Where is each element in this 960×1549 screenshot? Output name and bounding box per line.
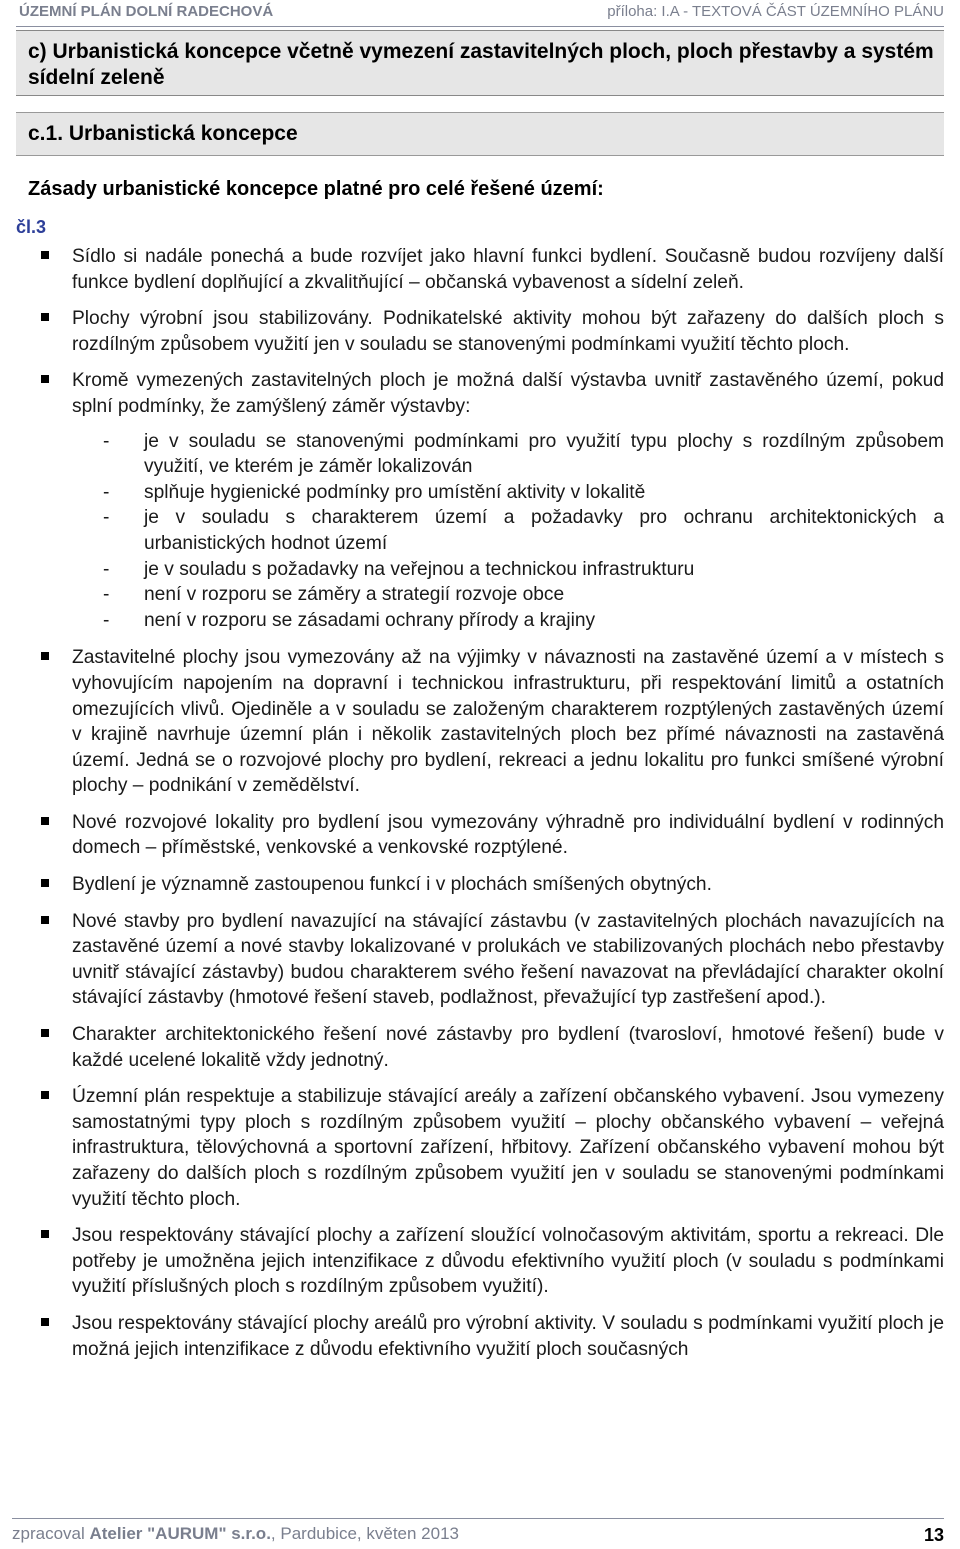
square-bullet-icon	[41, 1091, 49, 1099]
bullet-item	[40, 872, 944, 898]
square-bullet-icon	[41, 916, 49, 924]
bullet-text: Plochy výrobní jsou stabilizovány. Podnikatelské aktivity mohou být zařazeny do dalších ploch s rozdílným způsobem využití jen v souladu se stanovenými podmínkami využití těchto ploch.	[72, 308, 944, 355]
condition-text: je v souladu s požadavky na veřejnou a technickou infrastrukturu	[144, 558, 695, 580]
bullet-item	[40, 1223, 944, 1300]
bullet-item	[40, 1311, 944, 1362]
dash-marker: -	[103, 481, 110, 503]
subsection-heading-band	[16, 112, 944, 156]
bullet-text: Charakter architektonického řešení nové zástavby pro bydlení (tvarosloví, hmotové řešení) bude v každé ucelené lokalitě vždy jednotný.	[72, 1024, 944, 1071]
bullet-text: Sídlo si nadále ponechá a bude rozvíjet jako hlavní funkci bydlení. Současně budou rozvíjeny další funkce bydlení doplňující a zkvalitňující – občanská vybavenost a sídelní zeleň.	[72, 246, 944, 293]
condition-item	[72, 557, 944, 583]
bullet-item	[40, 909, 944, 1011]
bullet-item	[40, 368, 944, 633]
bullet-item	[40, 1022, 944, 1073]
bullet-text: Zastavitelné plochy jsou vymezovány až na výjimky v návaznosti na zastavěné území a v místech s vyhovujícím napojením na dopravní i technickou infrastrukturu, při respektování limitů a ostatních omezujících vlivů. Ojediněle a v souladu se založeným charakterem rozptýlených zastavěných území v krajině navrhuje územní plán i několik zastavitelných ploch bez přímé návaznosti na zastavěná území. Jedná se o rozvojové plochy pro bydlení, rekreaci a jednu lokalitu pro funkci smíšené výrobní plochy – podnikání v zemědělství.	[72, 647, 944, 797]
square-bullet-icon	[41, 375, 49, 383]
dash-marker: -	[103, 558, 110, 580]
square-bullet-icon	[41, 879, 49, 887]
page-header	[16, 0, 944, 27]
header-document-title: ÚZEMNÍ PLÁN DOLNÍ RADECHOVÁ	[19, 3, 274, 20]
square-bullet-icon	[41, 1230, 49, 1238]
article-label: čl.3	[16, 217, 47, 237]
bullet-item	[40, 244, 944, 295]
condition-text: není v rozporu se záměry a strategií rozvoje obce	[144, 584, 565, 606]
square-bullet-icon	[41, 817, 49, 825]
bullet-text: Nové stavby pro bydlení navazující na stávající zástavbu (v zastavitelných plochách navazujících na zastavěné území a nové stavby lokalizované v prolukách ve stabilizovaných plochách nebo přestavby uvnitř stávající zástavby) budou charakterem svého řešení navazovat na převládající charakter okolní stávající zástavby (hmotové řešení staveb, podlažnost, převažující typ zastřešení apod.).	[72, 910, 944, 1009]
condition-text: je v souladu s charakterem území a požadavky pro ochranu architektonických a urbanistických hodnot území	[144, 507, 944, 554]
dash-marker: -	[103, 584, 110, 606]
article-body	[40, 244, 944, 1373]
bullet-text: Nové rozvojové lokality pro bydlení jsou vymezovány výhradně pro individuální bydlení v rodinných domech – příměstské, venkovské a venkovské rozptýlené.	[72, 811, 944, 859]
subsection-title: c.1. Urbanistická koncepce	[28, 122, 298, 145]
bullet-text: Kromě vymezených zastavitelných ploch je možná další výstavba uvnitř zastavěného území, pokud splní podmínky, že zamýšlený záměr výstavby:	[72, 370, 944, 417]
square-bullet-icon	[41, 1029, 49, 1037]
header-attachment-label: příloha: I.A - TEXTOVÁ ČÁST ÚZEMNÍHO PLÁNU	[607, 3, 944, 20]
square-bullet-icon	[41, 1318, 49, 1326]
dash-marker: -	[103, 507, 110, 529]
page-number: 13	[923, 1525, 944, 1545]
bullet-item	[40, 810, 944, 861]
bullet-text: Bydlení je významně zastoupenou funkcí i v plochách smíšených obytných.	[72, 874, 712, 896]
footer-prefix: zpracoval	[12, 1524, 90, 1543]
footer-company: Atelier "AURUM" s.r.o.	[89, 1524, 271, 1543]
bullet-text: Územní plán respektuje a stabilizuje stávající areály a zařízení občanského vybavení. Jsou vymezeny samostatnými typy ploch s rozdílným způsobem využití – plochy občanského vybavení – veřejná infrastruktura, tělovýchovná a sportovní zařízení, hřbitovy. Zařízení občanského vybavení mohou být zařazeny do dalších ploch s rozdílným způsobem využití jen v souladu se stanovenými podmínkami využití těchto ploch.	[72, 1086, 944, 1210]
condition-item	[72, 429, 944, 480]
principles-heading: Zásady urbanistické koncepce platné pro celé řešené území:	[28, 178, 604, 200]
condition-item	[72, 505, 944, 556]
bullet-text: Jsou respektovány stávající plochy a zařízení sloužící volnočasovým aktivitám, sportu a rekreaci. Dle potřeby je umožněna jejich intenzifikace z důvodu efektivního využití ploch (v souladu s podmínkami využití příslušných ploch s rozdílným způsobem využití).	[72, 1225, 944, 1298]
bullet-item	[40, 1084, 944, 1212]
square-bullet-icon	[41, 251, 49, 259]
condition-item	[72, 582, 944, 608]
condition-item	[72, 608, 944, 634]
condition-text: splňuje hygienické podmínky pro umístění aktivity v lokalitě	[144, 481, 646, 503]
condition-text: není v rozporu se zásadami ochrany přírody a krajiny	[144, 609, 596, 631]
section-title: c) Urbanistická koncepce včetně vymezení zastavitelných ploch, ploch přestavby a systém sídelní zeleně	[28, 40, 934, 89]
dash-marker: -	[103, 609, 110, 631]
bullet-item	[40, 306, 944, 357]
section-heading-band	[16, 30, 944, 96]
dash-marker: -	[103, 430, 110, 452]
condition-text: je v souladu se stanovenými podmínkami pro využití typu plochy s rozdílným způsobem využití, ve kterém je záměr lokalizován	[144, 430, 944, 478]
square-bullet-icon	[41, 313, 49, 321]
bullet-text: Jsou respektovány stávající plochy areálů pro výrobní aktivity. V souladu s podmínkami využití ploch je možná jejich intenzifikace z důvodu efektivního využití ploch současných	[72, 1312, 944, 1360]
conditions-list	[72, 429, 944, 634]
footer-suffix: , Pardubice, květen 2013	[270, 1524, 459, 1543]
page-footer	[12, 1518, 944, 1549]
condition-item	[72, 480, 944, 506]
footer-credit	[12, 1521, 459, 1547]
square-bullet-icon	[41, 652, 49, 660]
bullet-item	[40, 645, 944, 799]
